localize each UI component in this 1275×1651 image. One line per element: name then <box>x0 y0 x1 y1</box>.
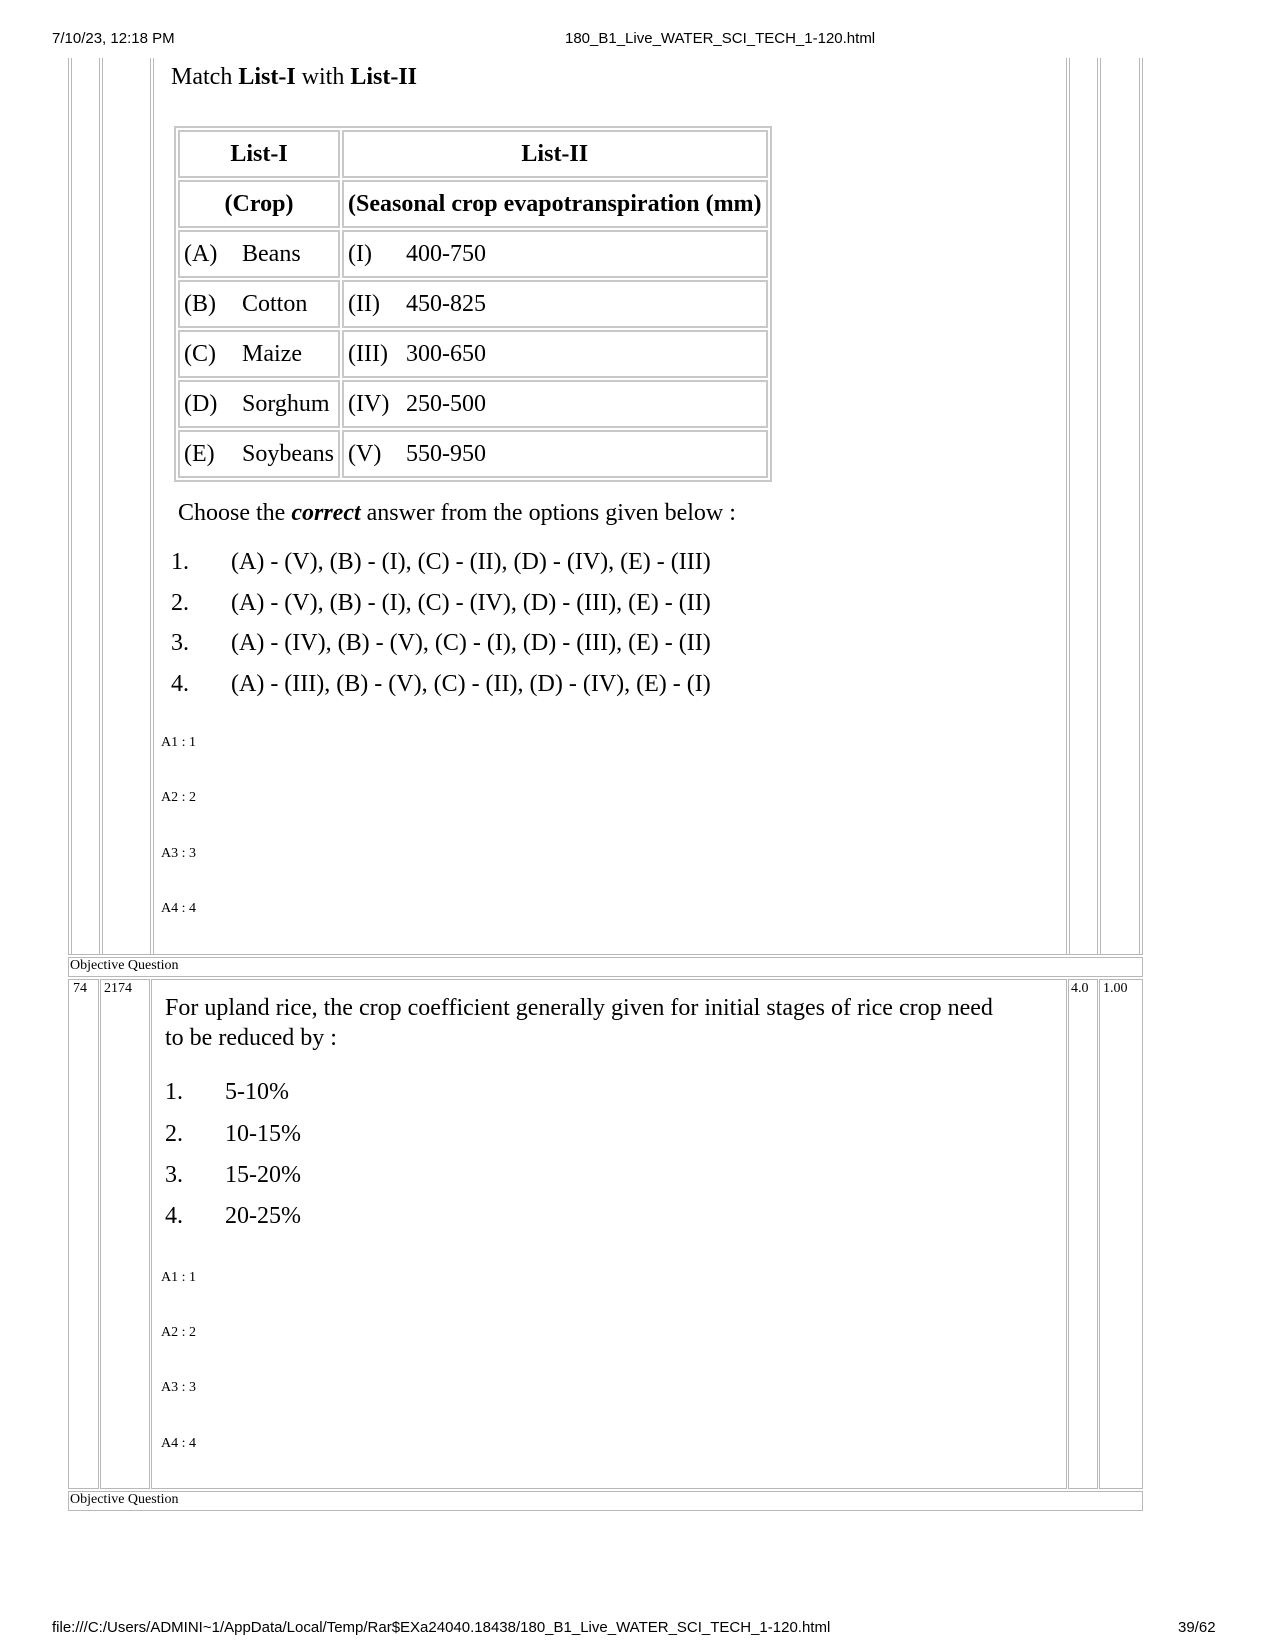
answer-key-4: A4 : 4 <box>161 901 196 916</box>
row-border <box>1097 58 1098 955</box>
row-border <box>68 58 69 955</box>
option-4: 4. 20-25% <box>165 1203 301 1229</box>
question-stem: For upland rice, the crop coefficient generally given for initial stages of rice crop need to be reduced by : <box>165 995 993 1051</box>
question-type-label: Objective Question <box>70 958 179 973</box>
match-table <box>174 126 772 482</box>
row-border <box>102 58 103 955</box>
marks: 4.0 <box>1071 981 1089 996</box>
answer-key-1: A1 : 1 <box>161 735 196 750</box>
question-stem: Match List-I with List-II <box>171 64 418 90</box>
table-header-list2: List-II <box>342 130 768 178</box>
answer-key-1: A1 : 1 <box>161 1270 196 1285</box>
answer-key-2: A2 : 2 <box>161 790 196 805</box>
row-border <box>71 58 72 955</box>
file-path: file:///C:/Users/ADMINI~1/AppData/Local/Temp/Rar$EXa24040.18438/180_B1_Live_WATER_SCI_TECH_1-120.html <box>52 1619 831 1636</box>
option-4: 4. (A) - (III), (B) - (V), (C) - (II), (D) - (IV), (E) - (I) <box>171 671 711 697</box>
option-1: 1. (A) - (V), (B) - (I), (C) - (II), (D) - (IV), (E) - (III) <box>171 549 711 575</box>
table-row: (E) Soybeans (V) 550-950 <box>178 430 768 478</box>
question-type-label: Objective Question <box>70 1492 179 1507</box>
marks-cell <box>1068 979 1098 1489</box>
option-3: 3. (A) - (IV), (B) - (V), (C) - (I), (D) - (III), (E) - (II) <box>171 630 711 656</box>
question-type-row <box>68 1491 1143 1511</box>
table-row: (C) Maize (III) 300-650 <box>178 330 768 378</box>
negative-marks: 1.00 <box>1103 981 1128 996</box>
question-instruction: Choose the correct answer from the options given below : <box>178 500 736 526</box>
row-border <box>99 58 100 955</box>
row-border <box>1066 58 1067 955</box>
option-1: 1. 5-10% <box>165 1079 289 1105</box>
row-border <box>1100 58 1101 955</box>
qid-cell <box>100 979 150 1489</box>
question-type-row <box>68 957 1143 977</box>
question-id: 2174 <box>104 981 132 996</box>
sno-cell <box>68 979 99 1489</box>
option-3: 3. 15-20% <box>165 1162 301 1188</box>
negative-marks-cell <box>1099 979 1143 1489</box>
table-row: (A) Beans (I) 400-750 <box>178 230 768 278</box>
table-subheader-crop: (Crop) <box>178 180 340 228</box>
answer-key-3: A3 : 3 <box>161 846 196 861</box>
option-2: 2. 10-15% <box>165 1121 301 1147</box>
print-datetime: 7/10/23, 12:18 PM <box>52 30 175 47</box>
page-number: 39/62 <box>1178 1619 1216 1636</box>
row-bottom-border <box>68 951 1143 955</box>
answer-key-4: A4 : 4 <box>161 1436 196 1451</box>
serial-number: 74 <box>73 981 87 996</box>
question-cell <box>151 979 1067 1489</box>
row-border <box>150 58 151 955</box>
table-row: (D) Sorghum (IV) 250-500 <box>178 380 768 428</box>
row-border <box>1142 58 1143 955</box>
answer-key-2: A2 : 2 <box>161 1325 196 1340</box>
table-subheader-et: (Seasonal crop evapotranspiration (mm) <box>342 180 768 228</box>
table-row: (B) Cotton (II) 450-825 <box>178 280 768 328</box>
answer-key-3: A3 : 3 <box>161 1380 196 1395</box>
row-border <box>153 58 154 955</box>
row-border <box>1139 58 1140 955</box>
row-border <box>1069 58 1070 955</box>
option-2: 2. (A) - (V), (B) - (I), (C) - (IV), (D) - (III), (E) - (II) <box>171 590 711 616</box>
document-title: 180_B1_Live_WATER_SCI_TECH_1-120.html <box>565 30 876 47</box>
table-header-list1: List-I <box>178 130 340 178</box>
